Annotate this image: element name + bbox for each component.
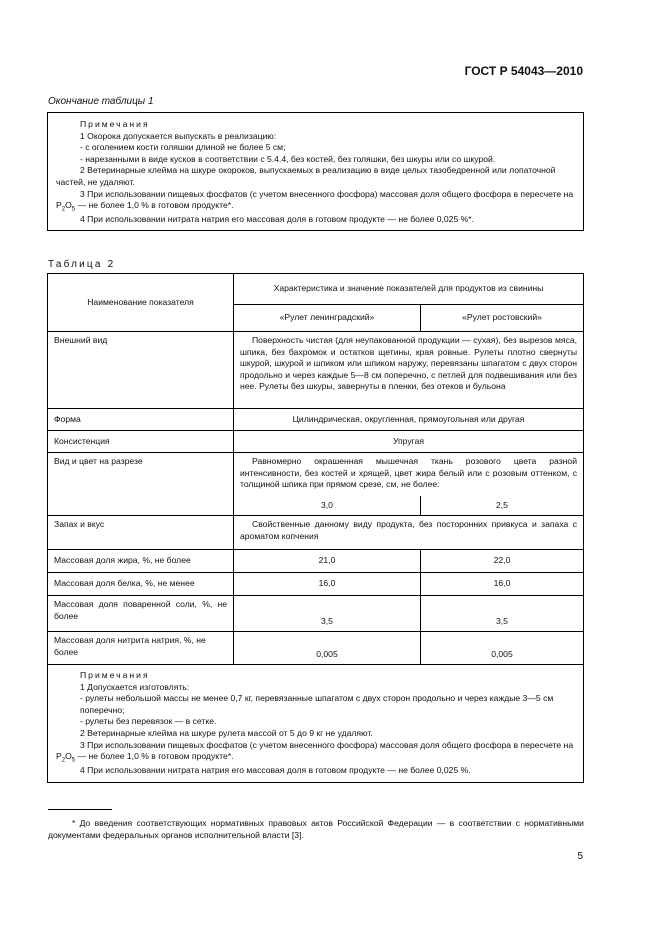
table2-notes: [48, 665, 584, 783]
value-leningradsky: 21,0: [234, 550, 421, 573]
note-3: 3 При использовании пищевых фосфатов (с учетом внесенного фосфора) массовая доля общего фосфора в пересчете на $P_2O_5$ — не более 1,0 % в готовом продукте*.: [56, 188, 574, 213]
row-name: Внешний вид: [48, 332, 234, 409]
value-rostovsky: 16,0: [421, 573, 584, 596]
row-desc: Поверхность чистая (для неупакованной продукции — сухая), без вырезов мяса, шпика, без бахромок и остатков щетины, края ровные. Рулеты плотно свернуты шкурой, шкурой и шпиком или шпиком наружу, перевязаны шпагатом с двух сторон продольно и через каждые 5—8 см поперечно, с петлей для подвешивания или без нее. Рулеты без шкуры, завернуты в пленки, без отеков и бульона: [234, 332, 584, 409]
table2: [47, 273, 584, 783]
notes-title: Примечания: [80, 119, 150, 129]
row-desc: Равномерно окрашенная мышечная ткань розового цвета разной интенсивности, без костей и хрящей, цвет жира белый или с розовым оттенком, с толщиной шпика при прямом срезе, см, не более:: [234, 453, 584, 496]
row-name: Массовая доля белка, %, не менее: [48, 573, 234, 596]
value-leningradsky: 3,0: [234, 496, 421, 516]
header-rulet-rostovsky: «Рулет ростовский»: [421, 305, 584, 332]
row-name: Консистенция: [48, 431, 234, 453]
header-indicator-name: Наименование показателя: [48, 274, 234, 332]
row-desc: Свойственные данному виду продукта, без посторонних привкуса и запаха с ароматом копчения: [234, 516, 584, 550]
value-rostovsky: 22,0: [421, 550, 584, 573]
value-rostovsky: 0,005: [421, 632, 584, 665]
note-2: 2 Ветеринарные клейма на шкуре рулета массой от 5 до 9 кг не удаляют.: [80, 727, 373, 738]
note-1: 1 Допускается изготовлять:: [80, 681, 190, 692]
header-characteristics: Характеристика и значение показателей для продуктов из свинины: [234, 274, 584, 305]
table-continuation-label: Окончание таблицы 1: [48, 96, 154, 107]
note-1a: - рулеты небольшой массы не менее 0,7 кг, перевязанные шпагатом с двух сторон продольно и через каждые 3—5 см поперечно;: [80, 693, 554, 715]
table1-notes: [47, 112, 584, 231]
note-1: 1 Окорока допускается выпускать в реализацию:: [80, 130, 277, 141]
value-leningradsky: 3,5: [234, 596, 421, 632]
row-desc: Упругая: [234, 431, 584, 453]
footnote-separator: [48, 809, 112, 810]
note-4: 4 При использовании нитрата натрия его массовая доля в готовом продукте — не более 0,025 %.: [80, 764, 471, 775]
notes-title: Примечания: [80, 670, 150, 680]
value-leningradsky: 16,0: [234, 573, 421, 596]
row-name: Массовая доля жира, %, не более: [48, 550, 234, 573]
footnote: * До введения соответствующих нормативных правовых актов Российской Федерации — в соответствии с нормативными документами федеральных органов исполнительной власти [3].: [48, 818, 584, 841]
row-name: Массовая доля поваренной соли, %, не более: [48, 596, 234, 632]
value-rostovsky: 2,5: [421, 496, 584, 516]
table2-title: Таблица 2: [48, 259, 116, 270]
note-3: 3 При использовании пищевых фосфатов (с учетом внесенного фосфора) массовая доля общего фосфора в пересчете на $P_2O_5$ — не более 1,0 % в готовом продукте*.: [56, 739, 574, 764]
note-1b: - рулеты без перевязок — в сетке.: [80, 716, 217, 727]
row-name: Массовая доля нитрита натрия, %, не более: [48, 632, 234, 665]
note-4: 4 При использовании нитрата натрия его массовая доля в готовом продукте — не более 0,025 %*.: [80, 213, 474, 224]
row-name: Вид и цвет на разрезе: [48, 453, 234, 516]
value-rostovsky: 3,5: [421, 596, 584, 632]
row-name: Запах и вкус: [48, 516, 234, 550]
page-number: 5: [577, 851, 583, 862]
header-rulet-leningradsky: «Рулет ленинградский»: [234, 305, 421, 332]
note-1b: - нарезанными в виде кусков в соответствии с 5.4.4, без костей, без голяшки, без шкуры или со шкурой.: [80, 153, 496, 164]
value-leningradsky: 0,005: [234, 632, 421, 665]
note-2: 2 Ветеринарные клейма на шкуре окороков, выпускаемых в реализацию в виде целых тазобедренной или лопаточной частей, не удаляют.: [56, 165, 556, 187]
row-desc: Цилиндрическая, округленная, прямоугольная или другая: [234, 409, 584, 431]
note-1a: - с оголением кости голяшки длиной не более 5 см;: [80, 142, 286, 153]
row-name: Форма: [48, 409, 234, 431]
document-code: ГОСТ Р 54043—2010: [464, 64, 583, 78]
